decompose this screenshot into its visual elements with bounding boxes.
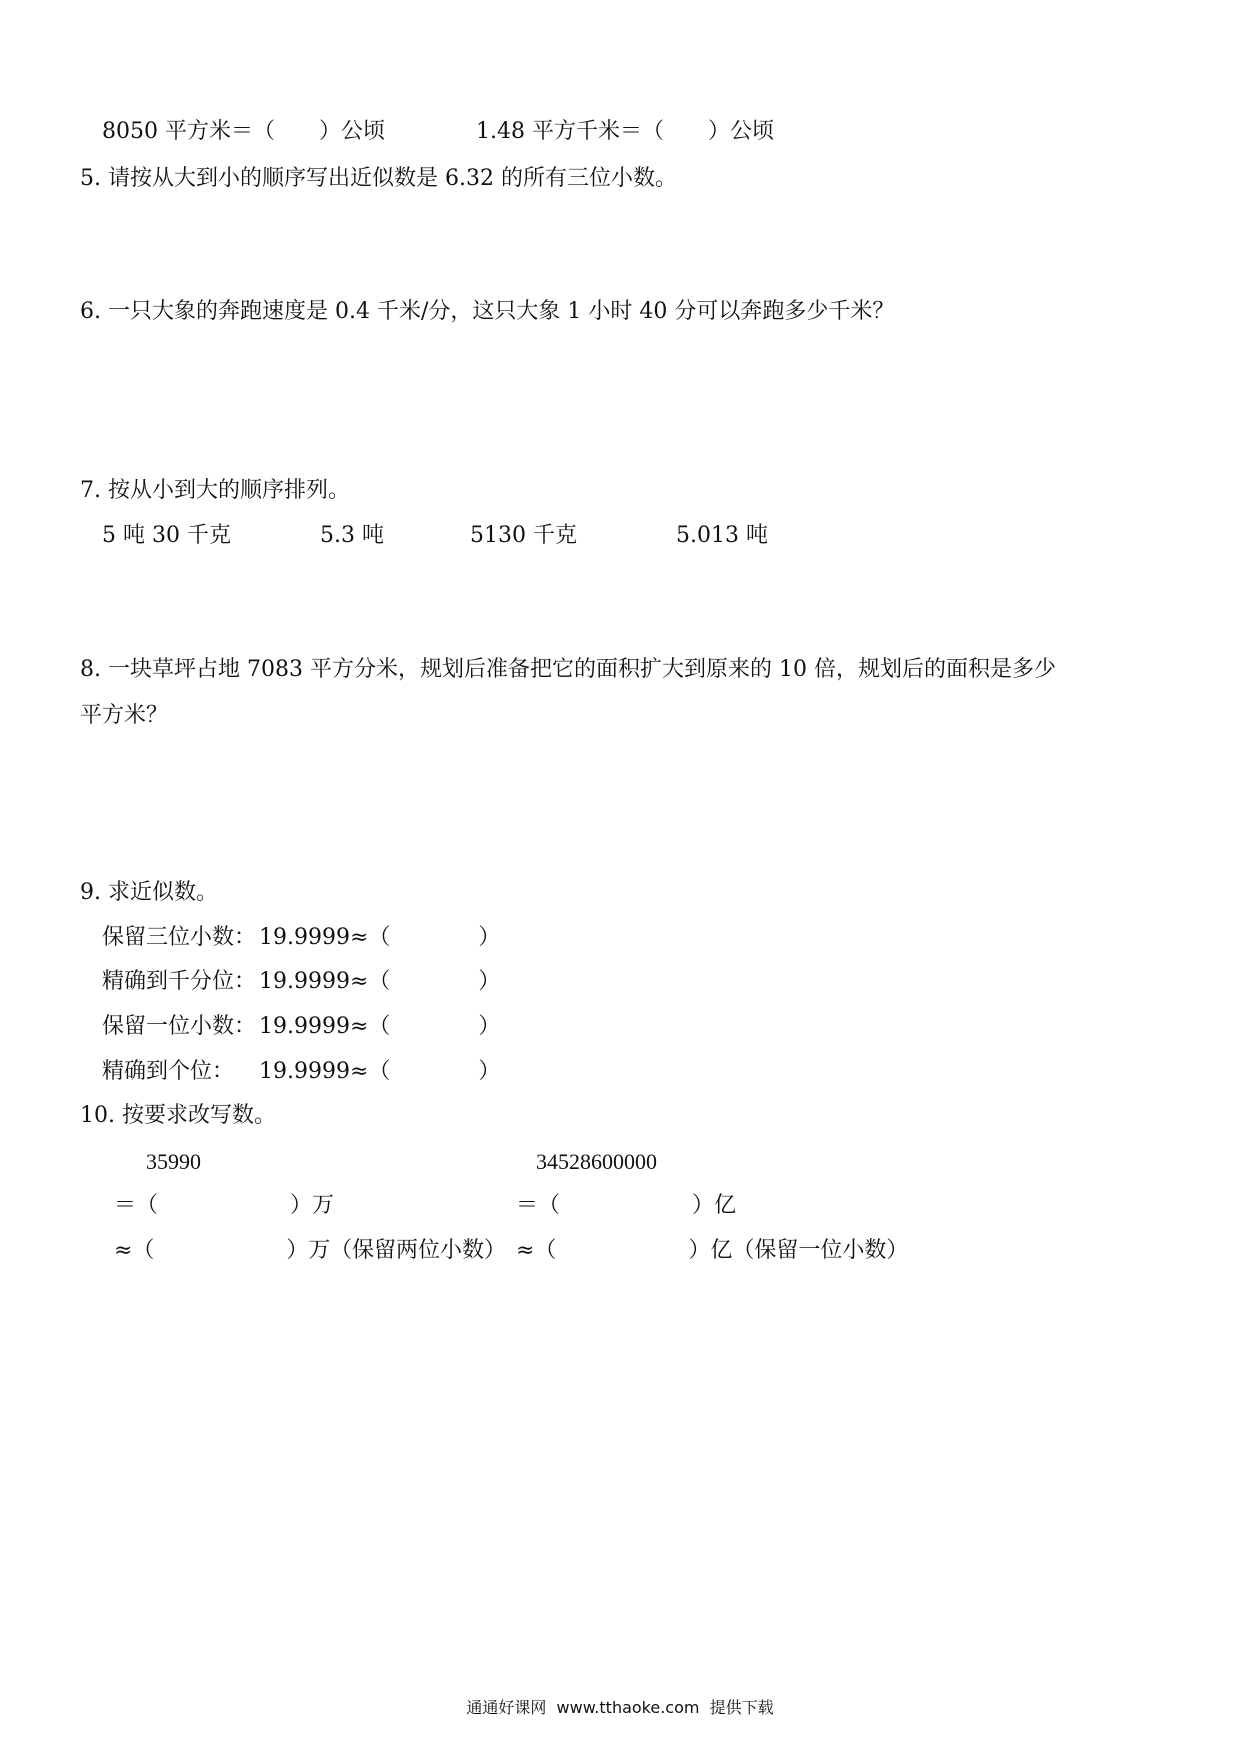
question-8-line-1: 8. 一块草坪占地 7083 平方分米，规划后准备把它的面积扩大到原来的 10 倍，规划后的面积是多少 [80,657,1056,682]
q10-right-row-1: ＝（ ）亿 [516,1193,737,1218]
q7-item-4: 5.013 吨 [676,523,768,548]
q7-item-3: 5130 千克 [470,523,577,548]
q7-item-2: 5.3 吨 [320,523,384,548]
q9-row-4-label: 精确到个位： [102,1059,235,1084]
q10-right-row-2: ≈（ ）亿（保留一位小数） [516,1238,909,1263]
q9-row-2-expr: 19.9999≈（ ） [259,969,501,994]
q9-row-3-expr: 19.9999≈（ ） [259,1014,501,1039]
q9-row-1-label: 保留三位小数： [102,925,257,950]
question-10: 10. 按要求改写数。 [80,1103,276,1128]
page-footer: 通通好课网 www.tthaoke.com 提供下载 [466,1698,774,1717]
q9-row-4-expr: 19.9999≈（ ） [259,1059,501,1084]
question-6: 6. 一只大象的奔跑速度是 0.4 千米/分，这只大象 1 小时 40 分可以奔跑多少千米？ [80,299,895,324]
q7-item-1: 5 吨 30 千克 [102,523,231,548]
q10-right-number: 34528600000 [536,1149,657,1174]
q9-row-2-label: 精确到千分位： [102,969,257,994]
q9-row-3-label: 保留一位小数： [102,1014,257,1039]
q4-right-expression: 1.48 平方千米＝（ ）公顷 [476,119,774,144]
question-8-line-2: 平方米？ [80,703,169,728]
q10-left-number: 35990 [146,1149,201,1174]
question-7: 7. 按从小到大的顺序排列。 [80,478,350,503]
question-9: 9. 求近似数。 [80,880,218,905]
q4-left-expression: 8050 平方米＝（ ）公顷 [102,119,385,144]
q10-left-note: （保留两位小数） [330,1238,507,1263]
q10-left-row-1: ＝（ ）万 [114,1193,335,1218]
q10-left-row-2: ≈（ ）万 [114,1238,331,1263]
q9-row-1-expr: 19.9999≈（ ） [259,925,501,950]
question-5: 5. 请按从大到小的顺序写出近似数是 6.32 的所有三位小数。 [80,166,677,191]
